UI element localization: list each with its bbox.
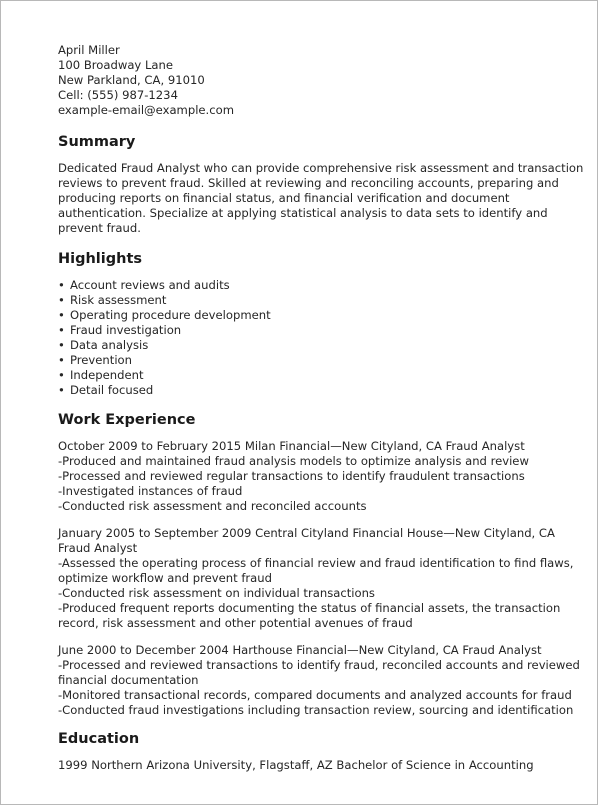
highlight-item — [58, 293, 588, 308]
job-duty: -Produced frequent reports documenting the status of financial assets, the transaction record, risk assessment and other potential avenues of fraud — [58, 601, 561, 630]
education-text: 1999 Northern Arizona University, Flagstaff, AZ Bachelor of Science in Accounting — [58, 758, 534, 772]
highlight-item — [58, 368, 588, 383]
summary-text: Dedicated Fraud Analyst who can provide comprehensive risk assessment and transaction reviews to prevent fraud. Skilled at reviewing and reconciling accounts, preparing and producing reports on financial status, and financial verification and document authentication. Specialize at applying statistical analysis to data sets to identify and prevent fraud. — [58, 161, 584, 235]
highlight-item — [58, 323, 588, 338]
highlight-text: Prevention — [70, 353, 132, 367]
job-duty: -Conducted risk assessment and reconciled accounts — [58, 499, 367, 513]
job-duty: -Assessed the operating process of financial review and fraud identification to find flaws, optimize workflow and prevent fraud — [58, 556, 574, 585]
job-duty: -Produced and maintained fraud analysis models to optimize analysis and review — [58, 454, 529, 468]
job-duty: -Monitored transactional records, compared documents and analyzed accounts for fraud — [58, 688, 572, 702]
work-experience-heading: Work Experience — [58, 412, 196, 428]
summary-heading: Summary — [58, 134, 136, 150]
highlight-item — [58, 278, 588, 293]
bullet-icon: • — [58, 383, 65, 397]
highlight-item — [58, 338, 588, 353]
contact-name: April Miller — [58, 43, 120, 57]
highlight-text: Data analysis — [70, 338, 149, 352]
education-heading: Education — [58, 731, 140, 747]
job-title-line: January 2005 to September 2009 Central Cityland Financial House—New Cityland, CA Fraud Analyst — [58, 526, 555, 555]
bullet-icon: • — [58, 353, 65, 367]
highlight-item — [58, 308, 588, 323]
bullet-icon: • — [58, 368, 65, 382]
bullet-icon: • — [58, 323, 65, 337]
job-duty: -Conducted risk assessment on individual transactions — [58, 586, 375, 600]
contact-phone: Cell: (555) 987-1234 — [58, 88, 178, 102]
bullet-icon: • — [58, 308, 65, 322]
bullet-icon: • — [58, 278, 65, 292]
highlight-text: Independent — [70, 368, 144, 382]
resume-content — [58, 43, 588, 773]
job-entry — [58, 439, 588, 514]
highlight-text: Detail focused — [70, 383, 154, 397]
job-title-line: June 2000 to December 2004 Harthouse Financial—New Cityland, CA Fraud Analyst — [58, 643, 542, 657]
job-entry — [58, 643, 588, 718]
job-entry — [58, 526, 588, 631]
highlights-list — [58, 278, 588, 398]
highlight-text: Operating procedure development — [70, 308, 271, 322]
job-title-line: October 2009 to February 2015 Milan Financial—New Cityland, CA Fraud Analyst — [58, 439, 525, 453]
highlight-text: Risk assessment — [70, 293, 167, 307]
bullet-icon: • — [58, 338, 65, 352]
contact-block — [58, 43, 588, 118]
highlight-text: Account reviews and audits — [70, 278, 230, 292]
job-duty: -Conducted fraud investigations including transaction review, sourcing and identification — [58, 703, 574, 717]
highlight-item — [58, 353, 588, 368]
job-duty: -Investigated instances of fraud — [58, 484, 243, 498]
contact-city: New Parkland, CA, 91010 — [58, 73, 205, 87]
job-duty: -Processed and reviewed transactions to identify fraud, reconciled accounts and reviewed financial documentation — [58, 658, 580, 687]
highlights-heading: Highlights — [58, 251, 143, 267]
highlight-text: Fraud investigation — [70, 323, 182, 337]
highlight-item — [58, 383, 588, 398]
bullet-icon: • — [58, 293, 65, 307]
contact-street: 100 Broadway Lane — [58, 58, 174, 72]
contact-email: example-email@example.com — [58, 103, 235, 117]
job-duty: -Processed and reviewed regular transactions to identify fraudulent transactions — [58, 469, 525, 483]
